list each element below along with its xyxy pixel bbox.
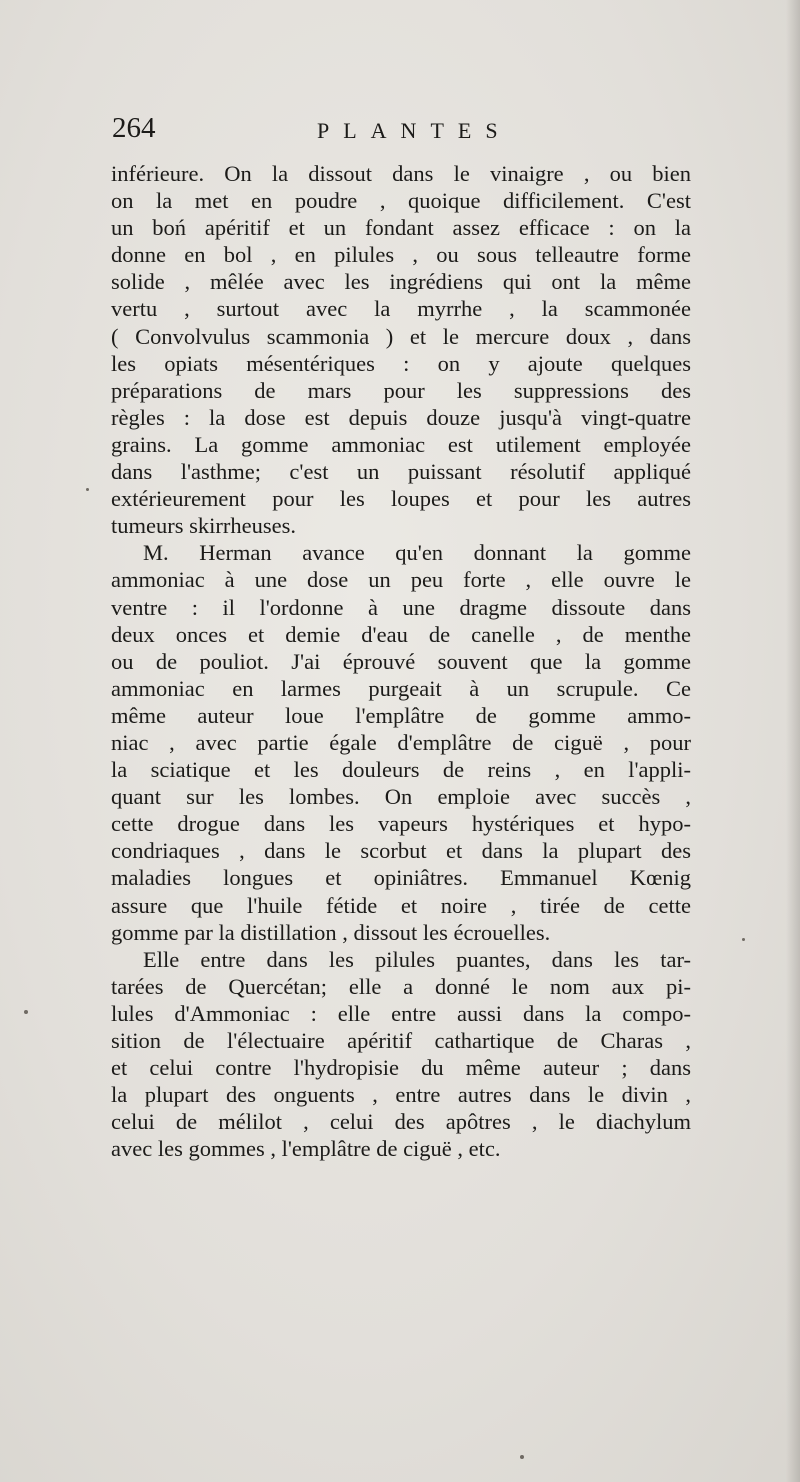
text-line: solide , mêlée avec les ingrédiens qui ont la même: [111, 269, 691, 295]
text-line: grains. La gomme ammoniac est utilement employée: [111, 431, 691, 457]
text-line: cette drogue dans les vapeurs hystériques et hypo-: [111, 811, 691, 837]
text-line: quant sur les lombes. On emploie avec succès ,: [111, 784, 691, 810]
text-line: assure que l'huile fétide et noire , tirée de cette: [111, 892, 691, 918]
text-line: gomme par la distillation , dissout les écrouelles.: [111, 919, 551, 945]
text-line: ammoniac à une dose un peu forte , elle ouvre le: [111, 567, 691, 593]
text-line: maladies longues et opiniâtres. Emmanuel Kœnig: [111, 865, 691, 891]
paper-speck: [86, 488, 89, 491]
text-line: M. Herman avance qu'en donnant la gomme: [143, 540, 691, 566]
running-title: PLANTES: [317, 118, 512, 143]
text-line: avec les gommes , l'emplâtre de ciguë , etc.: [111, 1136, 501, 1162]
text-line: tarées de Quercétan; elle a donné le nom aux pi-: [111, 973, 691, 999]
text-line: et celui contre l'hydropisie du même auteur ; dans: [111, 1055, 691, 1081]
text-line: les opiats mésentériques : on y ajoute quelques: [111, 350, 691, 376]
paper-speck: [742, 938, 745, 941]
page-header: [112, 112, 712, 152]
page-number: 264: [112, 112, 156, 144]
text-line: un boń apéritif et un fondant assez efficace : on la: [111, 215, 691, 241]
text-line: ( Convolvulus scammonia ) et le mercure doux , dans: [111, 323, 691, 349]
text-line: Elle entre dans les pilules puantes, dans les tar-: [143, 946, 691, 972]
text-line: la plupart des onguents , entre autres dans le divin ,: [111, 1082, 691, 1108]
text-line: tumeurs skirrheuses.: [111, 513, 296, 539]
text-line: condriaques , dans le scorbut et dans la plupart des: [111, 838, 691, 864]
text-line: la sciatique et les douleurs de reins , en l'appli-: [111, 757, 691, 783]
text-line: vertu , surtout avec la myrrhe , la scammonée: [111, 296, 691, 322]
text-line: extérieurement pour les loupes et pour les autres: [111, 486, 691, 512]
text-line: on la met en poudre , quoique difficilement. C'est: [111, 188, 691, 214]
text-line: ou de pouliot. J'ai éprouvé souvent que la gomme: [111, 648, 691, 674]
page-edge-shadow: [786, 0, 800, 1482]
text-line: celui de mélilot , celui des apôtres , le diachylum: [111, 1109, 691, 1135]
paper-speck: [24, 1010, 28, 1014]
text-line: inférieure. On la dissout dans le vinaigre , ou bien: [111, 161, 691, 186]
paper-speck: [520, 1455, 524, 1459]
text-line: préparations de mars pour les suppressions des: [111, 377, 691, 403]
text-line: ventre : il l'ordonne à une dragme dissoute dans: [111, 594, 691, 620]
text-line: sition de l'électuaire apéritif cathartique de Charas ,: [111, 1028, 691, 1053]
text-line: niac , avec partie égale d'emplâtre de ciguë , pour: [111, 729, 691, 755]
text-line: même auteur loue l'emplâtre de gomme ammo-: [111, 702, 691, 728]
text-line: ammoniac en larmes purgeait à un scrupule. Ce: [111, 675, 691, 701]
text-line: lules d'Ammoniac : elle entre aussi dans la compo-: [111, 1000, 691, 1026]
text-line: règles : la dose est depuis douze jusqu'à vingt-quatre: [111, 404, 691, 430]
text-line: donne en bol , en pilules , ou sous telleautre forme: [111, 242, 691, 268]
body-text: [111, 160, 691, 1162]
text-line: dans l'asthme; c'est un puissant résolutif appliqué: [111, 459, 691, 485]
text-line: deux onces et demie d'eau de canelle , de menthe: [111, 621, 691, 647]
